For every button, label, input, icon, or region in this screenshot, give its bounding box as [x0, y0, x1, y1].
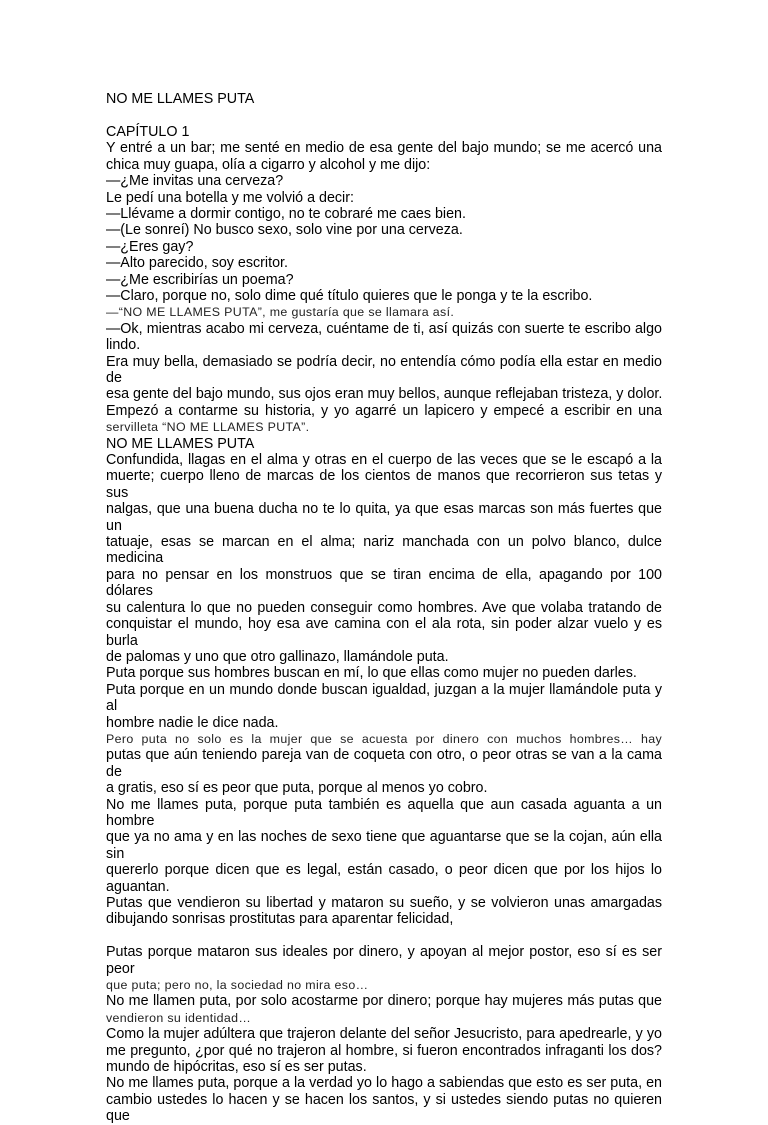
text-line: dibujando sonrisas prostitutas para aparentar felicidad,: [106, 911, 454, 928]
document-title: NO ME LLAMES PUTA: [106, 91, 255, 107]
blank-line: [106, 928, 662, 944]
text-line: servilleta “NO ME LLAMES PUTA”.: [106, 420, 310, 435]
text-line: para no pensar en los monstruos que se tiran encima de ella, apagando por 100 dólares: [106, 566, 662, 600]
text-line: Puta porque sus hombres buscan en mí, lo que ellas como mujer no pueden darles.: [106, 665, 637, 682]
text-line: que ya no ama y en las noches de sexo tiene que aguantarse que se la cojan, aún ella sin: [106, 829, 662, 862]
text-line: Puta porque en un mundo donde buscan igualdad, juzgan a la mujer llamándole puta y al: [106, 681, 662, 715]
text-line: cambio ustedes lo hacen y se hacen los santos, y si ustedes siendo putas no quieren que: [106, 1091, 662, 1125]
text-line: Y entré a un bar; me senté en medio de esa gente del bajo mundo; se me acercó una: [106, 140, 662, 157]
text-line: —Ok, mientras acabo mi cerveza, cuéntame de ti, así quizás con suerte te escribo algo: [106, 320, 662, 337]
text-line: lindo.: [106, 337, 141, 354]
text-line: nalgas, que una buena ducha no te lo quita, ya que esas marcas son más fuertes que un: [106, 501, 662, 534]
text-line: —¿Me escribirías un poema?: [106, 271, 294, 288]
text-line: —Llévame a dormir contigo, no te cobraré me caes bien.: [106, 205, 466, 222]
text-line: —“NO ME LLAMES PUTA”, me gustaría que se llamara así.: [106, 305, 455, 320]
text-line: Empezó a contarme su historia, y yo agarré un lapicero y empecé a escribir en una: [106, 402, 662, 419]
text-line: No me llames puta, porque a la verdad yo lo hago a sabiendas que esto es ser puta, en: [106, 1075, 662, 1092]
text-line: Era muy bella, demasiado se podría decir, no entendía cómo podía ella estar en medio de: [106, 353, 662, 386]
text-line: putas que aún teniendo pareja van de coqueta con otro, o peor otras se van a la cama de: [106, 747, 662, 780]
text-line: Pero puta no solo es la mujer que se acuesta por dinero con muchos hombres… hay: [106, 731, 662, 746]
text-line: quererlo porque dicen que es legal, están casado, o peor dicen que por los hijos lo: [106, 862, 662, 879]
text-line: Le pedí una botella y me volvió a decir:: [106, 189, 354, 206]
document-page: [106, 91, 662, 1125]
document-body: [106, 124, 662, 1125]
text-line: Putas que vendieron su libertad y mataron su sueño, y se volvieron unas amargadas: [106, 895, 662, 911]
text-line: chica muy guapa, olía a cigarro y alcohol y me dijo:: [106, 156, 431, 173]
text-line: No me llamen puta, por solo acostarme por dinero; porque hay mujeres más putas que: [106, 993, 662, 1010]
text-line: vendieron su identidad…: [106, 1010, 252, 1025]
text-line: —¿Eres gay?: [106, 238, 194, 255]
text-line: me pregunto, ¿por qué no trajeron al hombre, si fueron encontrados infraganti los dos?: [106, 1042, 662, 1059]
chapter-heading: CAPÍTULO 1: [106, 123, 190, 140]
text-line: tatuaje, esas se marcan en el alma; nariz manchada con un polvo blanco, dulce medicina: [106, 534, 662, 567]
text-line: esa gente del bajo mundo, sus ojos eran muy bellos, aunque reflejaban tristeza, y dolor.: [106, 386, 663, 403]
text-line: su calentura lo que no pueden conseguir como hombres. Ave que volaba tratando de: [106, 599, 662, 616]
text-line: hombre nadie le dice nada.: [106, 714, 279, 731]
text-line: Putas porque mataron sus ideales por dinero, y apoyan al mejor postor, eso sí es ser peor: [106, 944, 662, 977]
text-line: muerte; cuerpo lleno de marcas de los cientos de manos que recorrieron sus tetas y sus: [106, 468, 662, 501]
text-line: que puta; pero no, la sociedad no mira eso…: [106, 978, 369, 993]
text-line: mundo de hipócritas, eso sí es ser putas.: [106, 1059, 367, 1076]
text-line: —Claro, porque no, solo dime qué título quieres que le ponga y te la escribo.: [106, 287, 593, 304]
text-line: de palomas y uno que otro gallinazo, llamándole puta.: [106, 648, 449, 665]
text-line: Como la mujer adúltera que trajeron delante del señor Jesucristo, para apedrearle, y yo: [106, 1026, 662, 1043]
text-line: NO ME LLAMES PUTA: [106, 435, 255, 452]
text-line: —Alto parecido, soy escritor.: [106, 255, 288, 272]
text-line: No me llames puta, porque puta también es aquella que aun casada aguanta a un hombre: [106, 796, 662, 829]
text-line: Confundida, llagas en el alma y otras en el cuerpo de las veces que se le escapó a la: [106, 452, 662, 469]
text-line: aguantan.: [106, 878, 170, 895]
text-line: conquistar el mundo, hoy esa ave camina con el ala rota, sin poder alzar vuelo y es burla: [106, 616, 662, 649]
text-line: —(Le sonreí) No busco sexo, solo vine por una cerveza.: [106, 222, 463, 239]
text-line: —¿Me invitas una cerveza?: [106, 173, 284, 190]
text-line: a gratis, eso sí es peor que puta, porque al menos yo cobro.: [106, 780, 488, 797]
